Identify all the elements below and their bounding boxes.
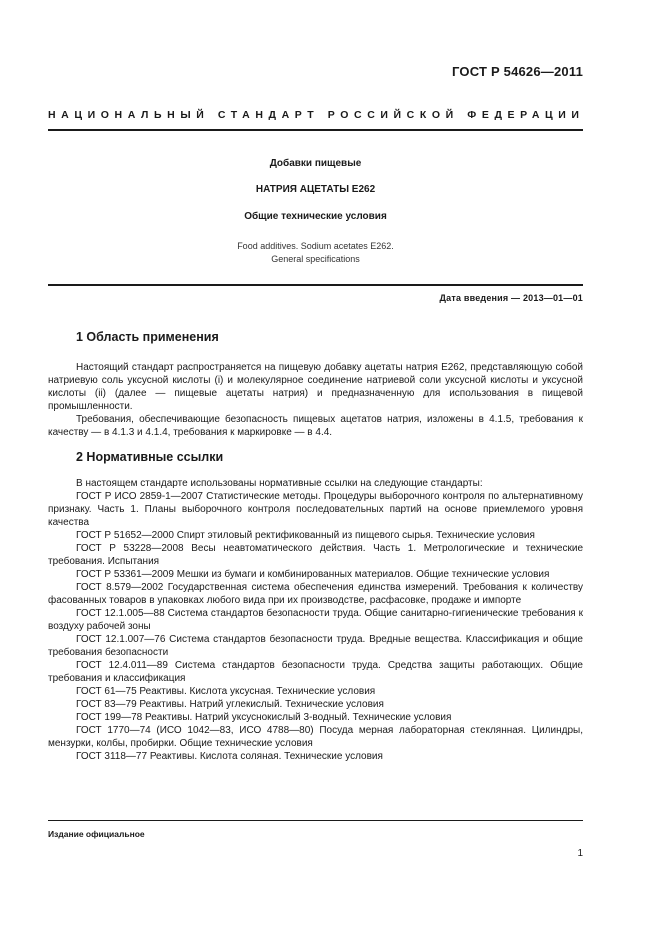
reference-item: ГОСТ 8.579—2002 Государственная система обеспечения единства измерений. Требования к количеству фасованных товаров в упаковках любого вида при их производстве, расфасовке, продаже и импорте bbox=[48, 582, 583, 606]
document-code: ГОСТ Р 54626—2011 bbox=[452, 64, 583, 79]
title-english-line1: Food additives. Sodium acetates E262. bbox=[237, 241, 394, 251]
official-edition-label: Издание официальное bbox=[48, 829, 145, 839]
reference-item: ГОСТ 12.1.007—76 Система стандартов безопасности труда. Вредные вещества. Классификация и общие требования безопасности bbox=[48, 634, 583, 658]
reference-item: ГОСТ Р 51652—2000 Спирт этиловый ректификованный из пищевого сырья. Технические условия bbox=[76, 530, 535, 541]
top-rule bbox=[48, 129, 583, 131]
national-standard-banner: НАЦИОНАЛЬНЫЙ СТАНДАРТ РОССИЙСКОЙ ФЕДЕРАЦИИ bbox=[48, 109, 585, 121]
reference-item: ГОСТ Р 53228—2008 Весы неавтоматического действия. Часть 1. Метрологические и технические требования. Испытания bbox=[48, 543, 583, 567]
title-category: Добавки пищевые bbox=[269, 158, 362, 169]
reference-item: ГОСТ Р 53361—2009 Мешки из бумаги и комбинированных материалов. Общие технические условия bbox=[76, 569, 550, 580]
middle-rule bbox=[48, 284, 583, 286]
title-subtitle: Общие технические условия bbox=[244, 211, 387, 222]
title-main: НАТРИЯ АЦЕТАТЫ Е262 bbox=[255, 184, 376, 195]
paragraph: Требования, обеспечивающие безопасность пищевых ацетатов натрия, изложены в 4.1.5, требования к качеству — в 4.1.3 и 4.1.4, требования к маркировке — в 4.4. bbox=[48, 414, 583, 438]
introduction-date: Дата введения — 2013—01—01 bbox=[439, 293, 583, 303]
reference-item: ГОСТ 61—75 Реактивы. Кислота уксусная. Технические условия bbox=[76, 686, 376, 697]
reference-item: ГОСТ 1770—74 (ИСО 1042—83, ИСО 4788—80) Посуда мерная лабораторная стеклянная. Цилиндры, мензурки, колбы, пробирки. Общие технические условия bbox=[48, 725, 583, 749]
reference-item: ГОСТ 3118—77 Реактивы. Кислота соляная. Технические условия bbox=[76, 751, 383, 762]
reference-item: ГОСТ Р ИСО 2859-1—2007 Статистические методы. Процедуры выборочного контроля по альтернативному признаку. Часть 1. Планы выборочного контроля последовательных партий на основе приемлемого уровня качества bbox=[48, 491, 583, 528]
page-number: 1 bbox=[577, 848, 583, 859]
section-2-body bbox=[48, 477, 583, 763]
reference-item: ГОСТ 12.4.011—89 Система стандартов безопасности труда. Средства защиты работающих. Общие требования и классификация bbox=[48, 660, 583, 684]
title-english-line2: General specifications bbox=[271, 254, 360, 264]
section-1-body bbox=[48, 361, 583, 439]
title-english bbox=[48, 240, 583, 266]
footer-rule bbox=[48, 820, 583, 821]
section-2-heading: 2 Нормативные ссылки bbox=[76, 450, 224, 464]
reference-item: ГОСТ 12.1.005—88 Система стандартов безопасности труда. Общие санитарно-гигиенические требования к воздуху рабочей зоны bbox=[48, 608, 583, 632]
reference-item: ГОСТ 199—78 Реактивы. Натрий уксуснокислый 3-водный. Технические условия bbox=[76, 712, 452, 723]
paragraph: В настоящем стандарте использованы нормативные ссылки на следующие стандарты: bbox=[76, 478, 483, 489]
paragraph: Настоящий стандарт распространяется на пищевую добавку ацетаты натрия Е262, представляющую собой натриевую соль уксусной кислоты (i) и молекулярное соединение натриевой соли уксусной кислоты и уксусной кислоты (ii) (далее — пищевые ацетаты натрия) и предназначенную для использования в пищевой промышленности. bbox=[48, 362, 583, 412]
section-1-heading: 1 Область применения bbox=[76, 330, 219, 344]
reference-item: ГОСТ 83—79 Реактивы. Натрий углекислый. Технические условия bbox=[76, 699, 384, 710]
